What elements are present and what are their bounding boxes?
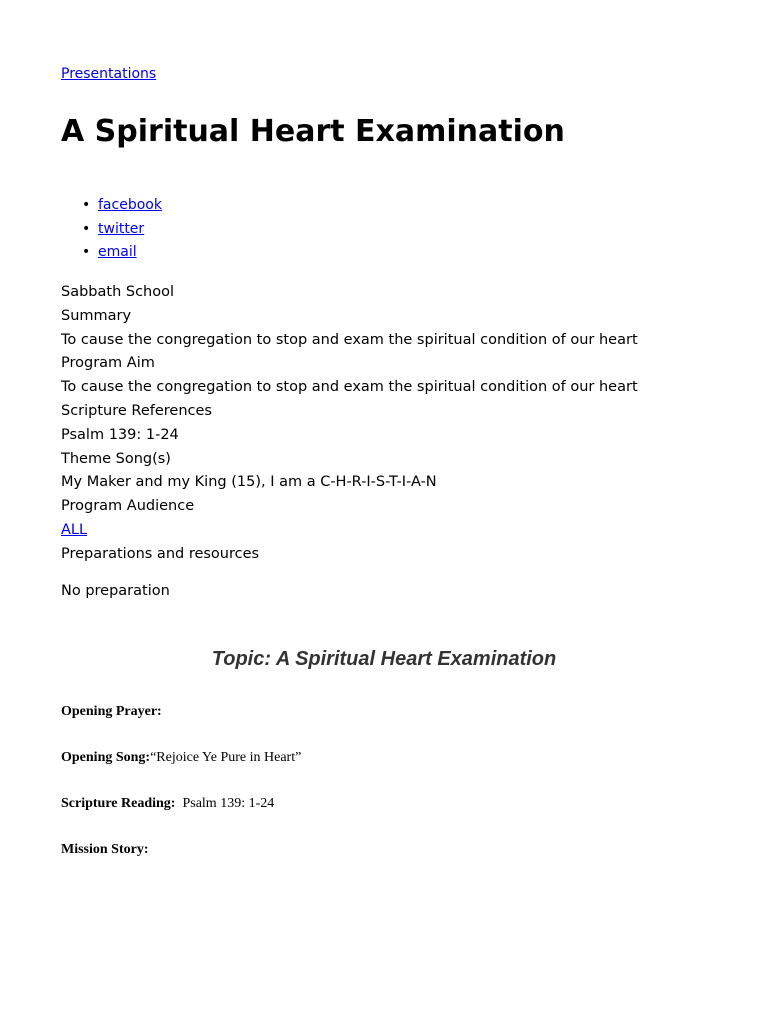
summary-value: To cause the congregation to stop and exam the spiritual condition of our heart: [61, 331, 638, 348]
opening-prayer-line: [61, 704, 162, 720]
opening-prayer-label: Opening Prayer:: [61, 704, 162, 719]
scripture-references-value: Psalm 139: 1-24: [61, 426, 179, 443]
share-links-list: [82, 194, 162, 265]
email-link[interactable]: email: [98, 244, 137, 260]
scripture-reading-label: Scripture Reading:: [61, 796, 176, 811]
opening-song-line: [61, 750, 301, 766]
program-aim-label: Program Aim: [61, 355, 155, 372]
share-item-facebook: [82, 194, 162, 218]
audience-all-link[interactable]: ALL: [61, 521, 88, 538]
program-metadata: [61, 281, 638, 567]
bullet-icon: •: [82, 197, 91, 213]
sabbath-school-label: Sabbath School: [61, 284, 175, 300]
mission-story-label: Mission Story:: [61, 842, 149, 857]
program-audience-label: Program Audience: [61, 498, 195, 515]
program-aim-value: To cause the congregation to stop and exam the spiritual condition of our heart: [61, 379, 638, 396]
mission-story-line: [61, 842, 149, 858]
page-title: A Spiritual Heart Examination: [61, 114, 565, 149]
opening-song-label: Opening Song:: [61, 750, 151, 765]
theme-songs-value: My Maker and my King (15), I am a C-H-R-I-S-T-I-A-N: [61, 474, 437, 491]
breadcrumb-presentations-link[interactable]: Presentations: [61, 66, 157, 82]
facebook-link[interactable]: facebook: [98, 197, 162, 213]
preparations-value: No preparation: [61, 583, 170, 599]
preparations-label: Preparations and resources: [61, 545, 260, 562]
bullet-icon: •: [82, 244, 91, 260]
share-item-twitter: [82, 218, 162, 242]
share-item-email: [82, 241, 162, 265]
theme-songs-label: Theme Song(s): [61, 450, 171, 467]
scripture-reading-line: [61, 796, 274, 812]
summary-label: Summary: [61, 307, 132, 324]
topic-heading: Topic: A Spiritual Heart Examination: [211, 648, 557, 670]
opening-song-value: “Rejoice Ye Pure in Heart”: [150, 750, 302, 765]
twitter-link[interactable]: twitter: [98, 220, 145, 237]
scripture-references-label: Scripture References: [61, 402, 212, 419]
scripture-reading-value: Psalm 139: 1-24: [182, 796, 275, 811]
bullet-icon: •: [82, 220, 91, 237]
program-audience-value: [61, 519, 638, 543]
